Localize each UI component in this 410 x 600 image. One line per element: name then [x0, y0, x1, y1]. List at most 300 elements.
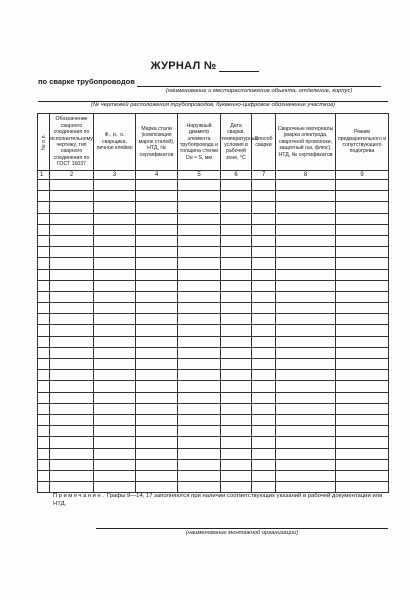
table-cell: [178, 247, 221, 258]
column-number: 2: [50, 171, 94, 180]
table-cell: [50, 202, 94, 213]
table-cell: [94, 269, 136, 280]
table-cell: [50, 191, 94, 202]
table-cell: [276, 235, 336, 246]
table-cell: [252, 180, 276, 191]
table-cell: [50, 314, 94, 325]
table-cell: [221, 437, 252, 448]
table-cell: [221, 269, 252, 280]
table-cell: [94, 213, 136, 224]
table-cell: [276, 370, 336, 381]
column-number: 6: [221, 171, 252, 180]
table-cell: [94, 291, 136, 302]
table-cell: [336, 392, 389, 403]
column-number: 3: [94, 171, 136, 180]
table-cell: [38, 191, 50, 202]
table-cell: [94, 470, 136, 481]
header-cell: Режим предварительного и сопутствующего подогрева: [336, 114, 389, 171]
table-cell: [50, 280, 94, 291]
table-cell: [178, 392, 221, 403]
table-cell: [221, 291, 252, 302]
table-cell: [50, 235, 94, 246]
table-cell: [94, 235, 136, 246]
table-cell: [178, 213, 221, 224]
table-cell: [38, 414, 50, 425]
table-cell: [178, 224, 221, 235]
table-row: [38, 247, 389, 258]
table-cell: [38, 280, 50, 291]
table-cell: [276, 381, 336, 392]
table-cell: [252, 347, 276, 358]
note-text: Графы 9—14, 17 заполняются при наличии соответствующих указаний в рабочей документации или НТД.: [53, 493, 383, 507]
table-cell: [336, 370, 389, 381]
table-row: [38, 459, 389, 470]
table-cell: [94, 437, 136, 448]
table-row: [38, 291, 389, 302]
table-cell: [94, 202, 136, 213]
table-cell: [221, 224, 252, 235]
table-cell: [38, 325, 50, 336]
table-cell: [178, 370, 221, 381]
table-cell: [50, 414, 94, 425]
column-number: 7: [252, 171, 276, 180]
table-cell: [38, 347, 50, 358]
table-cell: [136, 213, 178, 224]
table-cell: [252, 224, 276, 235]
table-cell: [221, 325, 252, 336]
table-cell: [252, 258, 276, 269]
column-number: 1: [38, 171, 50, 180]
table-cell: [136, 336, 178, 347]
table-row: [38, 347, 389, 358]
table-cell: [38, 269, 50, 280]
table-cell: [221, 336, 252, 347]
note-prefix: Примечание.: [53, 493, 106, 499]
table-row: [38, 191, 389, 202]
table-cell: [50, 247, 94, 258]
table-cell: [94, 381, 136, 392]
organization-line: [96, 528, 388, 529]
table-cell: [136, 414, 178, 425]
table-cell: [221, 180, 252, 191]
table-cell: [94, 392, 136, 403]
table-cell: [38, 213, 50, 224]
table-cell: [136, 180, 178, 191]
table-cell: [136, 448, 178, 459]
table-cell: [276, 414, 336, 425]
table-cell: [221, 191, 252, 202]
table-cell: [136, 303, 178, 314]
table-cell: [336, 213, 389, 224]
table-row: [38, 325, 389, 336]
table-cell: [252, 359, 276, 370]
table-row: [38, 437, 389, 448]
table-row: [38, 202, 389, 213]
subject-label: по сварке трубопроводов: [38, 77, 135, 86]
table-cell: [252, 381, 276, 392]
table-cell: [252, 291, 276, 302]
table-cell: [38, 403, 50, 414]
table-cell: [252, 426, 276, 437]
table-cell: [252, 370, 276, 381]
table-cell: [276, 191, 336, 202]
table-cell: [50, 213, 94, 224]
table-cell: [94, 191, 136, 202]
table-cell: [178, 426, 221, 437]
table-cell: [252, 269, 276, 280]
table-cell: [252, 235, 276, 246]
table-cell: [136, 370, 178, 381]
table-cell: [94, 448, 136, 459]
table-cell: [252, 191, 276, 202]
table-cell: [38, 470, 50, 481]
table-cell: [178, 280, 221, 291]
table-cell: [94, 370, 136, 381]
table-cell: [221, 202, 252, 213]
table-cell: [136, 202, 178, 213]
table-cell: [38, 392, 50, 403]
table-cell: [336, 314, 389, 325]
table-cell: [276, 291, 336, 302]
table-cell: [276, 202, 336, 213]
table-cell: [221, 370, 252, 381]
table-row: [38, 426, 389, 437]
table-cell: [50, 426, 94, 437]
table-cell: [336, 235, 389, 246]
table-cell: [178, 180, 221, 191]
table-cell: [136, 191, 178, 202]
table-cell: [336, 448, 389, 459]
table-cell: [276, 213, 336, 224]
table-cell: [38, 291, 50, 302]
table-row: [38, 314, 389, 325]
column-number: 4: [136, 171, 178, 180]
table-cell: [276, 180, 336, 191]
table-row: [38, 303, 389, 314]
table-cell: [276, 448, 336, 459]
table-cell: [221, 247, 252, 258]
table-cell: [221, 426, 252, 437]
table-cell: [252, 202, 276, 213]
table-cell: [336, 336, 389, 347]
table-cell: [38, 336, 50, 347]
table-cell: [221, 470, 252, 481]
table-cell: [336, 269, 389, 280]
table-cell: [178, 359, 221, 370]
table-cell: [50, 224, 94, 235]
table-cell: [221, 303, 252, 314]
header-cell: Дата сварки, температурные условия в рабочей зоне, °С: [221, 114, 252, 171]
table-cell: [178, 258, 221, 269]
table-cell: [136, 291, 178, 302]
table-cell: [38, 448, 50, 459]
table-cell: [252, 403, 276, 414]
table-cell: [50, 359, 94, 370]
table-cell: [94, 414, 136, 425]
table-cell: [276, 247, 336, 258]
table-cell: [50, 291, 94, 302]
column-number: 9: [336, 171, 389, 180]
table-cell: [38, 359, 50, 370]
table-cell: [221, 403, 252, 414]
table-cell: [94, 325, 136, 336]
journal-number-blank: [219, 61, 259, 72]
table-cell: [50, 325, 94, 336]
table-row: [38, 258, 389, 269]
table-cell: [336, 426, 389, 437]
table-row: [38, 470, 389, 481]
table-cell: [276, 258, 336, 269]
table-cell: [38, 247, 50, 258]
table-cell: [178, 347, 221, 358]
header-cell: Наружный диаметр элемента трубопровода и толщина стенки Dн × S, мм: [178, 114, 221, 171]
table-row: [38, 180, 389, 191]
table-cell: [178, 414, 221, 425]
table-cell: [38, 426, 50, 437]
table-cell: [336, 191, 389, 202]
table-cell: [336, 258, 389, 269]
table-cell: [336, 359, 389, 370]
table-cell: [252, 470, 276, 481]
table-cell: [50, 381, 94, 392]
journal-title: ЖУРНАЛ №: [0, 60, 410, 72]
table-cell: [252, 448, 276, 459]
table-cell: [178, 235, 221, 246]
table-cell: [252, 414, 276, 425]
table-cell: [136, 269, 178, 280]
table-cell: [221, 414, 252, 425]
table-cell: [252, 280, 276, 291]
table-cell: [221, 381, 252, 392]
table-header-row: [38, 114, 389, 171]
table-cell: [94, 314, 136, 325]
table-cell: [94, 180, 136, 191]
table-cell: [178, 303, 221, 314]
table-cell: [38, 235, 50, 246]
table-cell: [136, 392, 178, 403]
table-cell: [94, 258, 136, 269]
table-cell: [38, 224, 50, 235]
table-cell: [136, 437, 178, 448]
table-cell: [221, 213, 252, 224]
table-cell: [178, 269, 221, 280]
table-cell: [252, 314, 276, 325]
table-cell: [136, 359, 178, 370]
column-number-row: [38, 171, 389, 180]
table-cell: [276, 426, 336, 437]
table-cell: [38, 303, 50, 314]
table-cell: [221, 347, 252, 358]
table-cell: [136, 347, 178, 358]
table-cell: [221, 280, 252, 291]
welding-journal-table: [37, 113, 389, 493]
table-cell: [252, 247, 276, 258]
table-cell: [94, 426, 136, 437]
table-cell: [136, 403, 178, 414]
table-cell: [136, 235, 178, 246]
table-row: [38, 213, 389, 224]
table-cell: [38, 437, 50, 448]
table-row: [38, 224, 389, 235]
table-cell: [252, 336, 276, 347]
table-cell: [336, 470, 389, 481]
table-cell: [336, 291, 389, 302]
table-cell: [50, 336, 94, 347]
table-cell: [178, 403, 221, 414]
table-cell: [136, 224, 178, 235]
table-cell: [221, 448, 252, 459]
table-cell: [221, 392, 252, 403]
table-cell: [252, 392, 276, 403]
table-cell: [136, 470, 178, 481]
table-cell: [38, 381, 50, 392]
table-cell: [276, 269, 336, 280]
table-cell: [38, 459, 50, 470]
table-cell: [94, 224, 136, 235]
table-cell: [221, 314, 252, 325]
table-cell: [178, 470, 221, 481]
table-cell: [336, 303, 389, 314]
header-cell: Обозначение сварного соединения по исполнительному чертежу, тип сварного соединения по ГОСТ 16037: [50, 114, 94, 171]
table-cell: [336, 280, 389, 291]
table-cell: [221, 235, 252, 246]
table-cell: [276, 359, 336, 370]
table-cell: [276, 437, 336, 448]
table-cell: [178, 336, 221, 347]
table-row: [38, 392, 389, 403]
table-cell: [94, 336, 136, 347]
table-cell: [136, 280, 178, 291]
table-cell: [336, 437, 389, 448]
table-cell: [94, 280, 136, 291]
object-caption: (наименование и месторасположение объекта, отделение, корпус): [165, 88, 353, 94]
table-cell: [276, 459, 336, 470]
table-row: [38, 235, 389, 246]
table-cell: [252, 213, 276, 224]
table-cell: [94, 359, 136, 370]
header-cell: Сварочные материалы (марка электрода, сварочной проволоки, защитный газ, флюс), НТД, № сертификатов: [276, 114, 336, 171]
table-cell: [50, 269, 94, 280]
table-cell: [178, 202, 221, 213]
table-cell: [136, 325, 178, 336]
table-cell: [178, 314, 221, 325]
table-cell: [94, 459, 136, 470]
table-cell: [276, 403, 336, 414]
table-row: [38, 336, 389, 347]
table-row: [38, 448, 389, 459]
table-cell: [94, 403, 136, 414]
table-cell: [276, 325, 336, 336]
drawings-caption: (№ чертежей расположения трубопроводов, буквенно-цифровое обозначение участков): [90, 102, 336, 108]
table-cell: [38, 370, 50, 381]
table-cell: [136, 459, 178, 470]
table-cell: [38, 314, 50, 325]
table-cell: [50, 303, 94, 314]
table-cell: [276, 314, 336, 325]
table-cell: [221, 258, 252, 269]
table-cell: [336, 202, 389, 213]
table-cell: [50, 403, 94, 414]
table-cell: [276, 392, 336, 403]
table-cell: [276, 280, 336, 291]
table-cell: [178, 191, 221, 202]
table-row: [38, 280, 389, 291]
table-cell: [38, 258, 50, 269]
note: [53, 492, 388, 508]
table-cell: [336, 247, 389, 258]
table-cell: [276, 224, 336, 235]
table-cell: [38, 482, 50, 493]
table-cell: [178, 437, 221, 448]
table-cell: [276, 303, 336, 314]
table-cell: [336, 459, 389, 470]
table-cell: [38, 180, 50, 191]
table-cell: [136, 258, 178, 269]
table-cell: [276, 347, 336, 358]
table-cell: [50, 459, 94, 470]
table-cell: [136, 426, 178, 437]
table-cell: [50, 258, 94, 269]
table-cell: [221, 359, 252, 370]
table-cell: [50, 370, 94, 381]
table-row: [38, 381, 389, 392]
header-cell: № п.п.: [38, 114, 50, 171]
table-cell: [336, 347, 389, 358]
organization-caption: (наименование монтажной организации): [185, 530, 299, 536]
table-cell: [136, 381, 178, 392]
table-cell: [252, 459, 276, 470]
table-cell: [336, 381, 389, 392]
header-cell: Ф., и., о. сварщика, личное клеймо: [94, 114, 136, 171]
table-cell: [50, 437, 94, 448]
table-cell: [336, 224, 389, 235]
table-cell: [50, 392, 94, 403]
table-row: [38, 359, 389, 370]
table-cell: [94, 347, 136, 358]
table-cell: [178, 381, 221, 392]
table-cell: [252, 303, 276, 314]
table-cell: [136, 247, 178, 258]
subject-line: [137, 86, 381, 87]
table-cell: [252, 437, 276, 448]
table-cell: [336, 403, 389, 414]
table-cell: [178, 291, 221, 302]
table-row: [38, 403, 389, 414]
table-cell: [94, 303, 136, 314]
table-cell: [178, 459, 221, 470]
table-cell: [50, 347, 94, 358]
table-cell: [252, 325, 276, 336]
table-cell: [38, 202, 50, 213]
table-cell: [50, 180, 94, 191]
table-cell: [50, 470, 94, 481]
table-cell: [94, 247, 136, 258]
column-number: 8: [276, 171, 336, 180]
table-cell: [50, 448, 94, 459]
table-cell: [221, 459, 252, 470]
table-cell: [276, 470, 336, 481]
table-row: [38, 414, 389, 425]
column-number: 5: [178, 171, 221, 180]
table-cell: [276, 336, 336, 347]
table-cell: [136, 314, 178, 325]
table-cell: [178, 325, 221, 336]
header-cell: Марка стали (композиция марок сталей), НТД, № сертификатов: [136, 114, 178, 171]
table-row: [38, 269, 389, 280]
table-cell: [336, 325, 389, 336]
table-cell: [336, 414, 389, 425]
table-row: [38, 370, 389, 381]
